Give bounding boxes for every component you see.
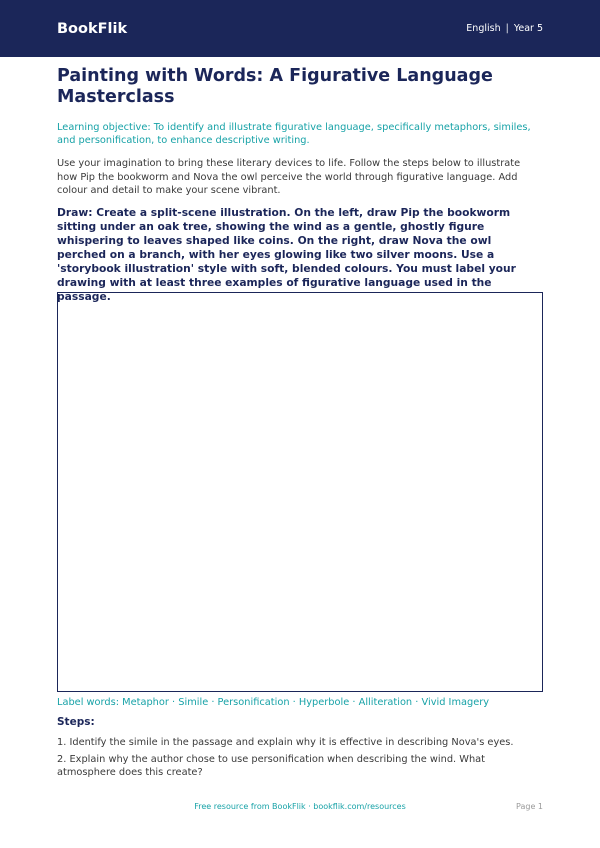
subject-label: English bbox=[466, 23, 501, 34]
page-header bbox=[0, 0, 600, 57]
year-label: Year 5 bbox=[513, 23, 543, 34]
meta-separator: | bbox=[505, 23, 509, 34]
footer-link[interactable] bbox=[57, 802, 543, 811]
steps-list bbox=[57, 736, 543, 783]
intro-text: Use your imagination to bring these literary devices to life. Follow the steps below to illustrate how Pip the bookworm and Nova the owl perceive the world through figurative language. Add colour and detail to make your scene vibrant. bbox=[57, 158, 521, 197]
brand-logo[interactable]: BookFlik bbox=[57, 20, 128, 37]
steps-heading: Steps: bbox=[57, 716, 95, 728]
step-item-2: 2. Explain why the author chose to use personification when describing the wind. What atmosphere does this create? bbox=[57, 753, 486, 779]
step-item-1: 1. Identify the simile in the passage and explain why it is effective in describing Nova's eyes. bbox=[57, 737, 514, 748]
page-number: Page 1 bbox=[516, 802, 543, 811]
footer-text[interactable]: Free resource from BookFlik · bookflik.com/resources bbox=[194, 802, 406, 811]
drawing-task: Draw: Create a split-scene illustration. On the left, draw Pip the bookworm sitting under an oak tree, showing the wind as a gentle, ghostly figure whispering to leaves shaped like coins. On the right, draw Nova the owl perched on a branch, with her eyes glowing like two silver moons. Use a 'storybook illustration' style with soft, blended colours. You must label your drawing with at least three examples of figurative language used in the passage. bbox=[57, 206, 516, 303]
subject-meta bbox=[466, 23, 543, 34]
drawing-area[interactable] bbox=[57, 292, 543, 692]
page-title: Painting with Words: A Figurative Language Masterclass bbox=[57, 66, 493, 107]
learning-objective: Learning objective: To identify and illustrate figurative language, specifically metaphors, similes, and personification, to enhance descriptive writing. bbox=[57, 122, 531, 146]
label-words: Label words: Metaphor · Simile · Personification · Hyperbole · Alliteration · Vivid Imagery bbox=[57, 697, 490, 708]
